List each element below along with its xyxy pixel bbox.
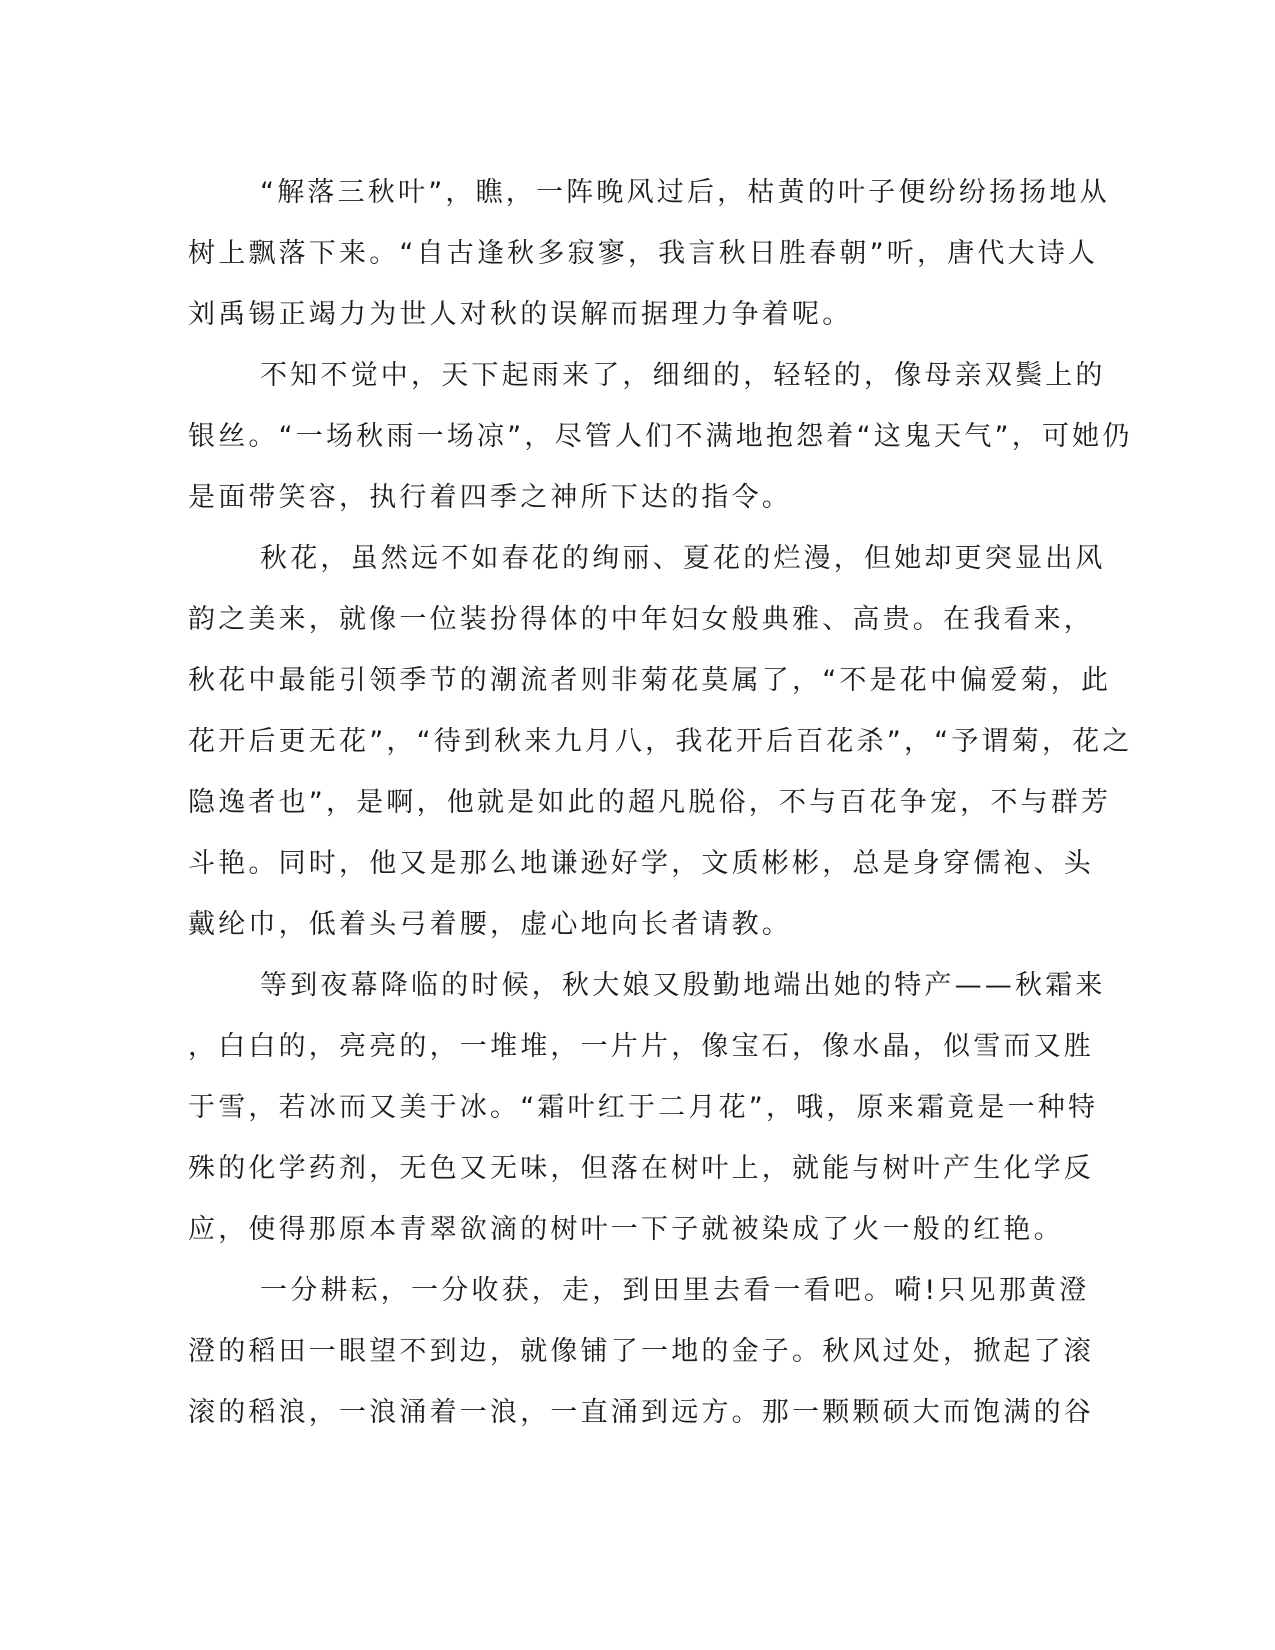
text-line: 韵之美来，就像一位装扮得体的中年妇女般典雅、高贵。在我看来， (188, 604, 1094, 635)
text-line: 应，使得那原本青翠欲滴的树叶一下子就被染成了火一般的红艳。 (188, 1214, 1064, 1245)
text-line: 于雪，若冰而又美于冰。“霜叶红于二月花”，哦，原来霜竟是一种特 (188, 1092, 1099, 1123)
text-line: 斗艳。同时，他又是那么地谦逊好学，文质彬彬，总是身穿儒袍、头 (188, 848, 1094, 879)
text-line: 等到夜幕降临的时候，秋大娘又殷勤地端出她的特产——秋霜来 (260, 970, 1106, 1001)
text-line: 树上飘落下来。“自古逢秋多寂寥，我言秋日胜春朝”听，唐代大诗人 (188, 238, 1099, 269)
text-line: 是面带笑容，执行着四季之神所下达的指令。 (188, 482, 792, 513)
text-line: 一分耕耘，一分收获，走，到田里去看一看吧。嗬!只见那黄澄 (260, 1275, 1090, 1306)
paragraph-4 (188, 955, 1106, 1260)
text-line: 隐逸者也”，是啊，他就是如此的超凡脱俗，不与百花争宠，不与群芳 (188, 787, 1112, 818)
text-line: ，白白的，亮亮的，一堆堆，一片片，像宝石，像水晶，似雪而又胜 (188, 1031, 1094, 1062)
paragraph-3 (188, 528, 1133, 955)
text-line: 银丝。“一场秋雨一场凉”，尽管人们不满地抱怨着“这鬼天气”，可她仍 (188, 421, 1133, 452)
text-line: 澄的稻田一眼望不到边，就像铺了一地的金子。秋风过处，掀起了滚 (188, 1336, 1094, 1367)
text-line: 花开后更无花”，“待到秋来九月八，我花开后百花杀”，“予谓菊，花之 (188, 726, 1133, 757)
essay-body (188, 162, 1133, 1443)
text-line: “解落三秋叶”，瞧，一阵晚风过后，枯黄的叶子便纷纷扬扬地从 (260, 177, 1110, 208)
paragraph-1 (188, 162, 1110, 345)
text-line: 殊的化学药剂，无色又无味，但落在树叶上，就能与树叶产生化学反 (188, 1153, 1094, 1184)
text-line: 秋花中最能引领季节的潮流者则非菊花莫属了，“不是花中偏爱菊，此 (188, 665, 1112, 696)
text-line: 戴纶巾，低着头弓着腰，虚心地向长者请教。 (188, 909, 792, 940)
text-line: 不知不觉中，天下起雨来了，细细的，轻轻的，像母亲双鬓上的 (260, 360, 1106, 391)
paragraph-5 (188, 1260, 1094, 1443)
paragraph-2 (188, 345, 1133, 528)
text-line: 滚的稻浪，一浪涌着一浪，一直涌到远方。那一颗颗硕大而饱满的谷 (188, 1397, 1094, 1428)
text-line: 刘禹锡正竭力为世人对秋的误解而据理力争着呢。 (188, 299, 853, 330)
text-line: 秋花，虽然远不如春花的绚丽、夏花的烂漫，但她却更突显出风 (260, 543, 1106, 574)
